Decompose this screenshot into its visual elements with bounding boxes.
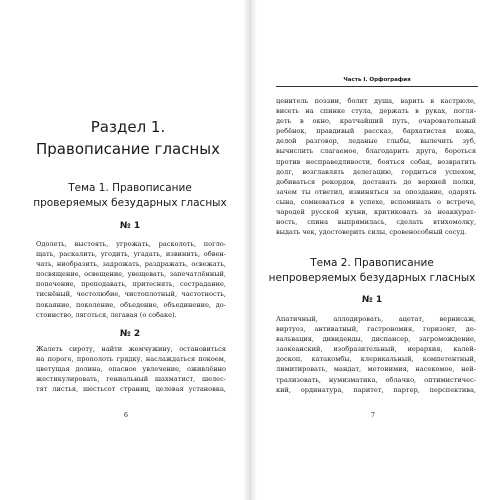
exercise-number: № 1 xyxy=(119,221,141,231)
text-line: Жалеть сироту, найти жемчужину, остановиться xyxy=(36,345,226,353)
page-number: 6 xyxy=(123,411,129,419)
left-page xyxy=(0,0,246,500)
text-line: кий, ординатура, паритет, партер, перспектива, xyxy=(276,385,476,394)
text-line: лимитировать, мандат, метонимия, насекомое, ней- xyxy=(276,365,476,374)
running-head: Часть I. Орфография xyxy=(276,76,478,87)
topic-title-line-2: проверяемых безударных гласных xyxy=(33,197,227,209)
text-line: щать, раскалить, угодить, угадать, извинить, обвен- xyxy=(36,250,226,259)
text-line: выдать чек, удостоверить силы, сровенособный сосуд. xyxy=(276,228,467,237)
text-line: попечение, преподавать, притеснять, сострадание, xyxy=(36,280,226,289)
exercise-number: № 2 xyxy=(119,329,141,339)
text-line: виртуоз, антиватный, гастрономия, горизонт, де- xyxy=(276,325,476,334)
text-line: деть в окно, кратчайший путь, очаровательный xyxy=(276,117,476,126)
topic-title-line-1: Тема 2. Правописание xyxy=(310,257,434,269)
section-title xyxy=(18,116,238,160)
topic-title-line-2: непроверяемых безударных гласных xyxy=(268,272,476,284)
text-line: на пороге, прополоть грядку, наслаждаться покоем, xyxy=(36,355,226,364)
text-line: зачем ты ответил, извиняться за опоздание, одарять xyxy=(276,187,476,196)
text-line: Апатичный, аллодировать, ацетат, вернисаж, xyxy=(276,315,476,323)
text-line: ценитель поэзии, болит душа, варить в кастрюле, xyxy=(276,97,476,105)
exercise-text xyxy=(276,314,476,395)
text-line: делой разговор, леданые глыбы, вылечить зуб, xyxy=(276,137,476,146)
topic-title-line-1: Тема 1. Правописание xyxy=(68,182,192,194)
section-title-line-2: Правописание гласных xyxy=(36,140,220,158)
text-line: тят листья, шестьсот страниц, целевая установка, xyxy=(36,385,226,394)
right-page xyxy=(254,0,500,500)
exercise-number: № 1 xyxy=(361,295,383,305)
text-line: долг, возглавлять делегацию, гордиться успехом, xyxy=(276,167,476,176)
text-line: вычислить слагаемое, благодарить друга, бороться xyxy=(276,147,476,156)
text-line: сына, сомневаться в успехе, вспоминать о встрече, xyxy=(276,197,476,206)
text-line: Одолеть, выстоять, угрожать, расколоть, поглo- xyxy=(36,240,226,248)
topic-title xyxy=(22,181,238,211)
exercise-text xyxy=(36,344,226,394)
text-line: покаяние, поколение, объедение, объединение, до- xyxy=(36,300,226,309)
text-line: заокеанский, изобразительный, иерархия, калей- xyxy=(276,345,476,354)
continuation-text xyxy=(276,96,476,237)
text-line: тиснёный, честолюбие, чистоплотный, частотность, xyxy=(36,290,226,299)
text-line: жестикулировать, гениальный шахматист, шелес- xyxy=(36,375,226,384)
text-line: добиваться рекордов, доставать до верхней полки, xyxy=(276,177,476,186)
text-line: ребёнок, правдивый рассказ, бархатистая кожа, xyxy=(276,127,476,136)
text-line: чародей русской кухни, критиковать за неаккурат- xyxy=(276,208,476,217)
topic-title xyxy=(262,256,482,286)
text-line: стоинство, ляготься, легавая (о собаке). xyxy=(36,310,177,319)
text-line: вальвация, дивиденды, диспансер, загромождение, xyxy=(276,335,476,344)
text-line: доскоп, катакомбы, клерикальный, компетентный, xyxy=(276,355,476,364)
page-number: 7 xyxy=(370,411,376,419)
text-line: ность, спина выпрямилась, сделать втихомолку, xyxy=(276,218,476,227)
text-line: висеть на спинке стула, держать в руках, погля- xyxy=(276,107,476,116)
text-line: трализовать, нумизматика, облачко, оптимистичес- xyxy=(276,375,476,384)
text-line: чать, ниобразить, задрожать, раздражать, освежать, xyxy=(36,260,226,269)
text-line: цветущая долина, опасное увлечение, оживлённо xyxy=(36,365,226,374)
text-line: против несправедливости, бояться собак, возвратить xyxy=(276,157,476,166)
text-line: посвящение, освещение, увещевать, запечатлённый, xyxy=(36,270,226,279)
exercise-text xyxy=(36,239,226,320)
section-title-line-1: Раздел 1. xyxy=(90,118,166,136)
